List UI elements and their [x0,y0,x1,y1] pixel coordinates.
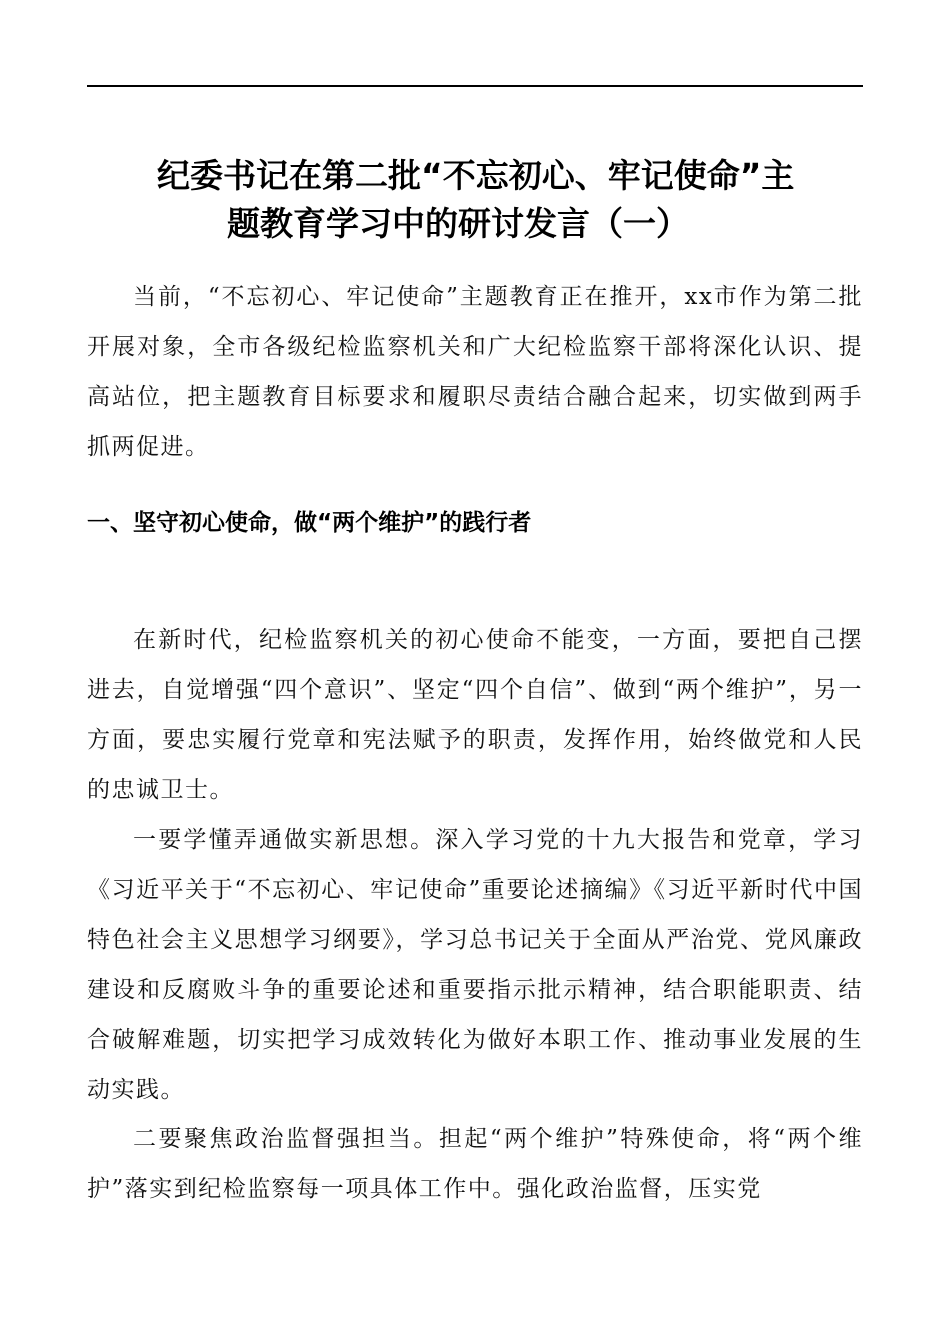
title-line-1: 纪委书记在第二批“不忘初心、牢记使命”主 [157,156,795,195]
body-paragraph-3: 二要聚焦政治监督强担当。担起“两个维护”特殊使命，将“两个维护”落实到纪检监察每一项具体工作中。强化政治监督，压实党 [87,1126,863,1202]
intro-paragraph: 当前，“不忘初心、牢记使命”主题教育正在推开，xx市作为第二批开展对象，全市各级纪检监察机关和广大纪检监察干部将深化认识、提高站位，把主题教育目标要求和履职尽责结合融合起来，切实做到两手抓两促进。 [87,284,863,460]
title-line-2: 题教育学习中的研讨发言（一） [227,204,689,243]
document-title [87,152,863,248]
body-paragraph-1: 在新时代，纪检监察机关的初心使命不能变，一方面，要把自己摆进去，自觉增强“四个意识”、坚定“四个自信”、做到“两个维护”，另一方面，要忠实履行党章和宪法赋予的职责，发挥作用，始终做党和人民的忠诚卫士。 [87,627,863,803]
body-paragraph-2: 一要学懂弄通做实新思想。深入学习党的十九大报告和党章，学习《习近平关于“不忘初心、牢记使命”重要论述摘编》《习近平新时代中国特色社会主义思想学习纲要》，学习总书记关于全面从严治党、党风廉政建设和反腐败斗争的重要论述和重要指示批示精神，结合职能职责、结合破解难题，切实把学习成效转化为做好本职工作、推动事业发展的生动实践。 [87,827,863,1103]
header-rule [87,85,863,87]
section-heading-1: 一、坚守初心使命，做“两个维护”的践行者 [87,510,532,536]
